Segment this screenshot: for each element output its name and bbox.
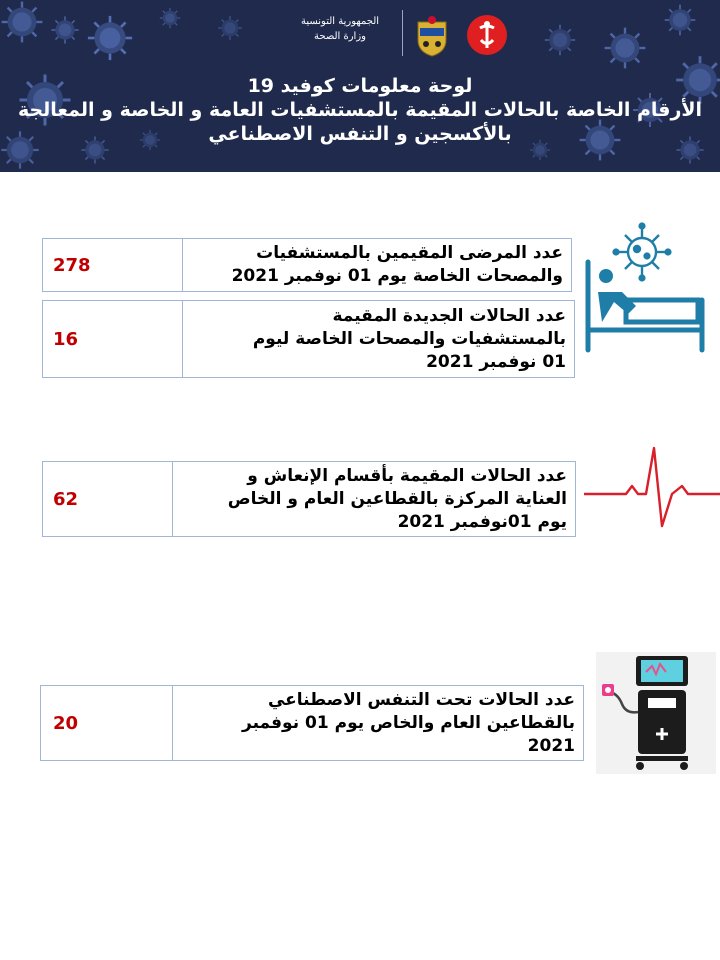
title-line-3: بالأكسجين و التنفس الاصطناعي	[208, 123, 512, 145]
title-line-1: لوحة معلومات كوفيد 19	[247, 75, 473, 97]
stat-label-line: 01 نوفمبر 2021	[426, 351, 566, 372]
ministry-caption	[290, 14, 390, 44]
stat-card-hospitalized	[42, 238, 572, 292]
stat-label-line: عدد المرضى المقيمين بالمستشفيات	[256, 243, 563, 263]
stat-label-line: والمصحات الخاصة يوم 01 نوفمبر 2021	[231, 266, 563, 286]
tunisia-emblem-icon	[414, 14, 450, 58]
country-name: الجمهورية التونسية	[300, 16, 380, 27]
stat-card-ventilation	[40, 685, 584, 761]
stat-label-line: عدد الحالات المقيمة بأقسام الإنعاش و	[247, 465, 567, 486]
page-title	[0, 74, 720, 146]
stat-value: 278	[43, 239, 183, 291]
title-line-2: الأرقام الخاصة بالحالات المقيمة بالمستشفيات العامة و الخاصة و المعالجة	[17, 99, 703, 121]
stat-label-line: 2021	[527, 735, 575, 756]
stat-label-line: يوم 01نوفمبر 2021	[397, 511, 567, 532]
ventilator-icon	[596, 652, 716, 774]
stat-value: 62	[43, 462, 173, 536]
stat-label	[173, 462, 575, 536]
stat-value: 16	[43, 301, 183, 377]
stat-label-line: عدد الحالات تحت التنفس الاصطناعي	[267, 689, 575, 710]
stat-card-new-admissions	[42, 300, 575, 378]
header-banner	[0, 0, 720, 172]
stat-card-icu	[42, 461, 576, 537]
ministry-logo-icon	[466, 14, 508, 56]
heartbeat-icon	[584, 446, 720, 530]
stat-label-line: العناية المركزة بالقطاعين العام و الخاص	[227, 488, 567, 509]
hospital-bed-icon	[582, 222, 708, 354]
stat-label-line: عدد الحالات الجديدة المقيمة	[332, 305, 566, 326]
stat-value: 20	[41, 686, 173, 760]
stat-label-line: بالقطاعين العام والخاص يوم 01 نوفمبر	[242, 712, 575, 733]
stat-label	[173, 686, 583, 760]
ministry-name: وزارة الصحة	[314, 31, 366, 42]
header-divider	[402, 10, 403, 56]
stat-label	[183, 301, 574, 377]
stat-label	[183, 239, 571, 291]
stat-label-line: بالمستشفيات والمصحات الخاصة ليوم	[252, 328, 566, 349]
